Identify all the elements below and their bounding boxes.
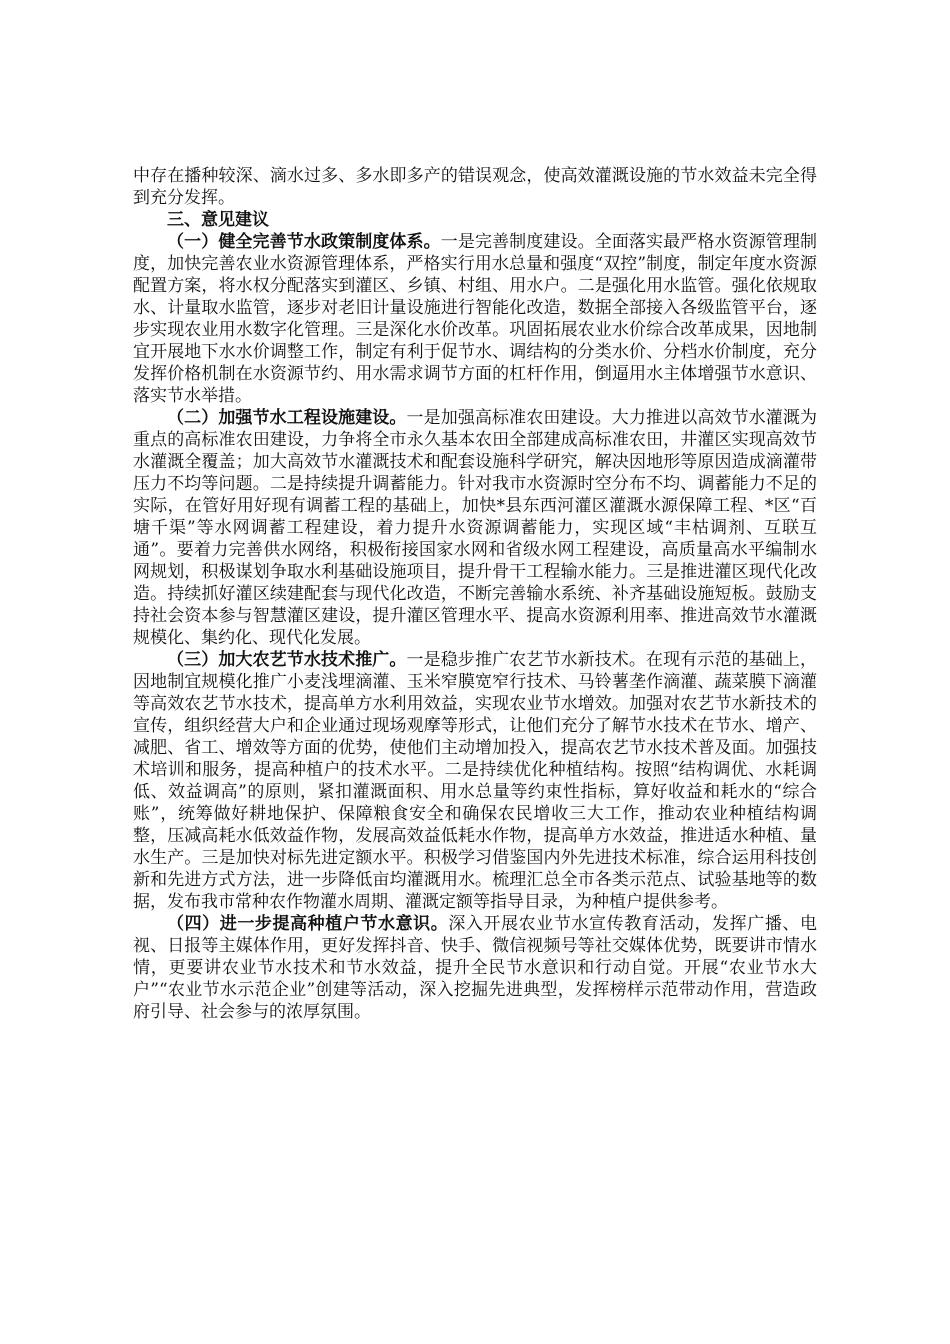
paragraph-continuation-text: 中存在播种较深、滴水过多、多水即多产的错误观念，使高效灌溉设施的节水效益未完全得到充分发挥。 xyxy=(133,166,817,208)
paragraph-agronomic-technology-heading: （三）加大农艺节水技术推广。 xyxy=(167,650,407,670)
paragraph-agronomic-technology xyxy=(133,649,817,913)
paragraph-policy-system-heading: （一）健全完善节水政策制度体系。 xyxy=(167,232,441,252)
paragraph-engineering-facilities-body: 一是加强高标准农田建设。大力推进以高效节水灌溉为重点的高标准农田建设，力争将全市永久基本农田全部建成高标准农田，井灌区实现高效节水灌溉全覆盖；加大高效节水灌溉技术和配套设施科学研究，解决因地形等原因造成滴灌带压力不均等问题。二是持续提升调蓄能力。针对我市水资源时空分布不均、调蓄能力不足的实际，在管好用好现有调蓄工程的基础上，加快*县东西河灌区灌溉水源保障工程、*区“百塘千渠”等水网调蓄工程建设，着力提升水资源调蓄能力，实现区域“丰枯调剂、互联互通”。要着力完善供水网络，积极衔接国家水网和省级水网工程建设，高质量高水平编制水网规划，积极谋划争取水利基础设施项目，提升骨干工程输水能力。三是推进灌区现代化改造。持续抓好灌区续建配套与现代化改造，不断完善输水系统、补齐基础设施短板。鼓励支持社会资本参与智慧灌区建设，提升灌区管理水平、提高水资源利用率、推进高效节水灌溉规模化、集约化、现代化发展。 xyxy=(133,408,818,648)
paragraph-awareness-heading: （四）进一步提高种植户节水意识。 xyxy=(167,914,449,934)
paragraph-continuation xyxy=(133,165,817,209)
paragraph-awareness-body: 深入开展农业节水宣传教育活动，发挥广播、电视、日报等主媒体作用，更好发挥抖音、快手、微信视频号等社交媒体优势，既要讲市情水情，更要讲农业节水技术和节水效益，提升全民节水意识和行动自觉。开展“农业节水大户”“农业节水示范企业”创建等活动，深入挖掘先进典型，发挥榜样示范带动作用，营造政府引导、社会参与的浓厚氛围。 xyxy=(133,914,818,1022)
paragraph-policy-system xyxy=(133,231,817,407)
paragraph-policy-system-body: 一是完善制度建设。全面落实最严格水资源管理制度，加快完善农业水资源管理体系，严格实行用水总量和强度“双控”制度，制定年度水资源配置方案，将水权分配落实到灌区、乡镇、村组、用水户。二是强化用水监管。强化依规取水、计量取水监管，逐步对老旧计量设施进行智能化改造，数据全部接入各级监管平台，逐步实现农业用水数字化管理。三是深化水价改革。巩固拓展农业水价综合改革成果，因地制宜开展地下水水价调整工作，制定有利于促节水、调结构的分类水价、分档水价制度，充分发挥价格机制在水资源节约、用水需求调节方面的杠杆作用，倒逼用水主体增强节水意识、落实节水举措。 xyxy=(133,232,818,406)
paragraph-engineering-facilities xyxy=(133,407,817,649)
paragraph-awareness xyxy=(133,913,817,1023)
section-heading xyxy=(133,209,817,231)
document-body xyxy=(133,165,817,1023)
paragraph-engineering-facilities-heading: （二）加强节水工程设施建设。 xyxy=(167,408,407,428)
paragraph-agronomic-technology-body: 一是稳步推广农艺节水新技术。在现有示范的基础上，因地制宜规模化推广小麦浅埋滴灌、玉米窄膜宽窄行技术、马铃薯垄作滴灌、蔬菜膜下滴灌等高效农艺节水技术，提高单方水利用效益，实现农业节水增效。加强对农艺节水新技术的宣传，组织经营大户和企业通过现场观摩等形式，让他们充分了解节水技术在节水、增产、减肥、省工、增效等方面的优势，使他们主动增加投入，提高农艺节水技术普及面。加强技术培训和服务，提高种植户的技术水平。二是持续优化种植结构。按照“结构调优、水耗调低、效益调高”的原则，紧扣灌溉面积、用水总量等约束性指标，算好收益和耗水的“综合账”，统筹做好耕地保护、保障粮食安全和确保农民增收三大工作，推动农业种植结构调整，压减高耗水低效益作物，发展高效益低耗水作物，提高单方水效益，推进适水种植、量水生产。三是加快对标先进定额水平。积极学习借鉴国内外先进技术标准，综合运用科技创新和先进方式方法，进一步降低亩均灌溉用水。梳理汇总全市各类示范点、试验基地等的数据，发布我市常种农作物灌水周期、灌溉定额等指导目录，为种植户提供参考。 xyxy=(133,650,818,912)
section-heading-text: 三、意见建议 xyxy=(167,210,269,230)
